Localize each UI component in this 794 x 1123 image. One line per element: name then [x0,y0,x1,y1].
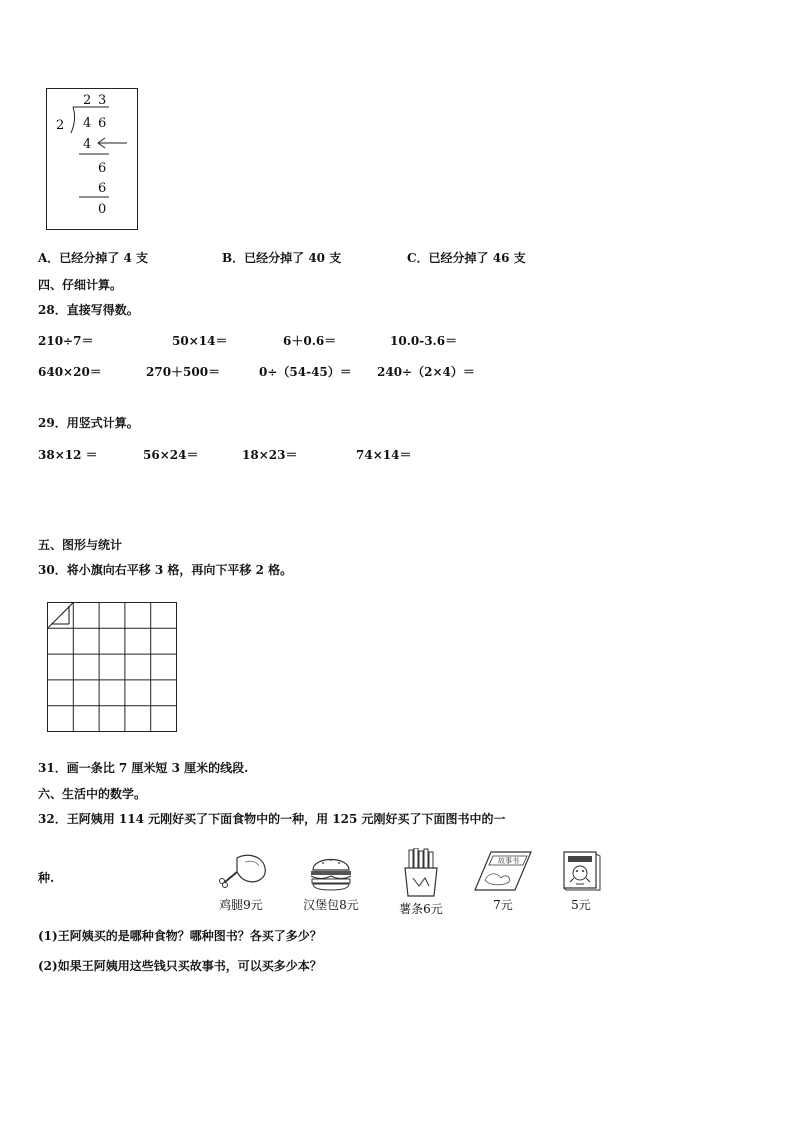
item-label: 7元 [493,898,513,912]
divisor: 2 [56,118,65,133]
q31-title: 31．画一条比 7 厘米短 3 厘米的线段. [38,761,249,775]
hamburger-icon [301,848,361,894]
q28-item: 210÷7＝ [38,334,94,348]
item-label: 汉堡包8元 [303,898,359,912]
step-3: 6 [98,181,107,196]
section-5-title: 五、图形与统计 [38,538,123,552]
item-label: 鸡腿9元 [219,898,263,912]
item-label: 薯条6元 [399,902,443,916]
q32-sub2: (2)如果王阿姨用这些钱只买故事书，可以买多少本？ [38,959,322,973]
q29-item: 38×12 ＝ [38,448,98,462]
q28-item: 270＋500＝ [146,365,221,379]
picture-book-icon [556,848,606,894]
quotient-digit-2: 3 [98,93,107,108]
item-hamburger [296,848,366,913]
q30-title: 30．将小旗向右平移 3 格，再向下平移 2 格。 [38,563,293,577]
option-a: A．已经分掉了 4 支 [38,251,149,265]
q32-title-cont: 种. [38,871,55,885]
option-b: B．已经分掉了 40 支 [222,251,342,265]
long-division-figure [46,88,138,230]
q28-title: 28．直接写得数。 [38,303,139,317]
q32-items [200,848,620,918]
option-c: C．已经分掉了 46 支 [407,251,526,265]
item-label: 5元 [571,898,591,912]
q28-item: 0÷（54-45）＝ [259,365,352,379]
step-2: 6 [98,161,107,176]
q29-title: 29．用竖式计算。 [38,416,139,430]
q29-item: 56×24＝ [143,448,199,462]
fries-icon [391,848,451,898]
q29-item: 74×14＝ [356,448,412,462]
q32-sub1: (1)王阿姨买的是哪种食物？哪种图书？各买了多少？ [38,929,322,943]
grid-svg [47,602,179,734]
flag-grid [47,602,179,738]
chicken-leg-icon [211,848,271,894]
small-flag-icon [48,603,74,629]
long-division-lines [47,89,137,229]
story-book-icon [471,848,535,894]
book-title: 故事书 [498,857,519,865]
q29-item: 18×23＝ [242,448,298,462]
q28-item: 10.0-3.6＝ [390,334,458,348]
quotient-digit-1: 2 [83,93,92,108]
step-1: 4 [83,137,92,152]
item-story-book [468,848,538,913]
q28-item: 50×14＝ [172,334,228,348]
q28-item: 6＋0.6＝ [283,334,337,348]
dividend-digit-1: 4 [83,116,92,131]
remainder: 0 [98,202,107,217]
q28-item: 240÷（2×4）＝ [377,365,475,379]
section-4-title: 四、仔细计算。 [38,278,123,292]
section-6-title: 六、生活中的数学。 [38,787,147,801]
item-picture-book [546,848,616,913]
item-chicken [206,848,276,913]
dividend-digit-2: 6 [98,116,107,131]
q28-item: 640×20＝ [38,365,102,379]
item-fries [386,848,456,917]
q32-title: 32．王阿姨用 114 元刚好买了下面食物中的一种，用 125 元刚好买了下面图书中的一 [38,812,506,826]
